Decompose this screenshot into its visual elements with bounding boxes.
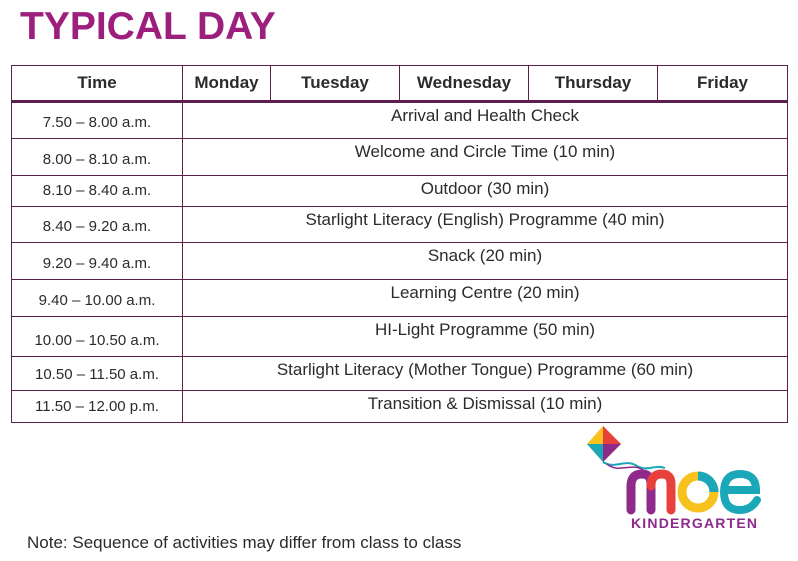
row-activity: Starlight Literacy (Mother Tongue) Programme (60 min)	[183, 357, 788, 391]
row-time: 8.40 – 9.20 a.m.	[12, 207, 183, 243]
table-row	[12, 207, 788, 243]
table-row	[12, 280, 788, 317]
header-wednesday: Wednesday	[400, 66, 529, 102]
row-time: 11.50 – 12.00 p.m.	[12, 391, 183, 423]
table-row	[12, 357, 788, 391]
logo-graphic	[585, 424, 765, 534]
row-time: 9.40 – 10.00 a.m.	[12, 280, 183, 317]
schedule-header	[12, 66, 788, 102]
page-title: TYPICAL DAY	[20, 5, 276, 48]
schedule-body	[12, 102, 788, 423]
table-row	[12, 102, 788, 139]
schedule-table	[11, 65, 788, 423]
row-time: 10.50 – 11.50 a.m.	[12, 357, 183, 391]
row-time: 8.10 – 8.40 a.m.	[12, 176, 183, 207]
logo-letter-e	[724, 474, 757, 510]
header-row	[12, 66, 788, 102]
row-activity: Outdoor (30 min)	[183, 176, 788, 207]
logo-subtitle: KINDERGARTEN	[631, 515, 759, 531]
table-row	[12, 243, 788, 280]
row-time: 9.20 – 9.40 a.m.	[12, 243, 183, 280]
row-activity: Arrival and Health Check	[183, 102, 788, 139]
row-activity: Starlight Literacy (English) Programme (40 min)	[183, 207, 788, 243]
logo-letter-m	[631, 474, 671, 510]
table-row	[12, 391, 788, 423]
header-thursday: Thursday	[529, 66, 658, 102]
table-row	[12, 317, 788, 357]
table-row	[12, 176, 788, 207]
header-monday: Monday	[183, 66, 271, 102]
logo-o-accent	[698, 476, 714, 492]
table-row	[12, 139, 788, 176]
kite-icon	[587, 426, 665, 470]
header-time: Time	[12, 66, 183, 102]
row-time: 8.00 – 8.10 a.m.	[12, 139, 183, 176]
header-friday: Friday	[658, 66, 788, 102]
row-activity: Welcome and Circle Time (10 min)	[183, 139, 788, 176]
moe-kindergarten-logo	[585, 424, 765, 534]
header-tuesday: Tuesday	[271, 66, 400, 102]
row-time: 7.50 – 8.00 a.m.	[12, 102, 183, 139]
row-activity: Snack (20 min)	[183, 243, 788, 280]
row-activity: Learning Centre (20 min)	[183, 280, 788, 317]
footer-note: Note: Sequence of activities may differ from class to class	[27, 533, 462, 552]
row-activity: HI-Light Programme (50 min)	[183, 317, 788, 357]
row-activity: Transition & Dismissal (10 min)	[183, 391, 788, 423]
row-time: 10.00 – 10.50 a.m.	[12, 317, 183, 357]
